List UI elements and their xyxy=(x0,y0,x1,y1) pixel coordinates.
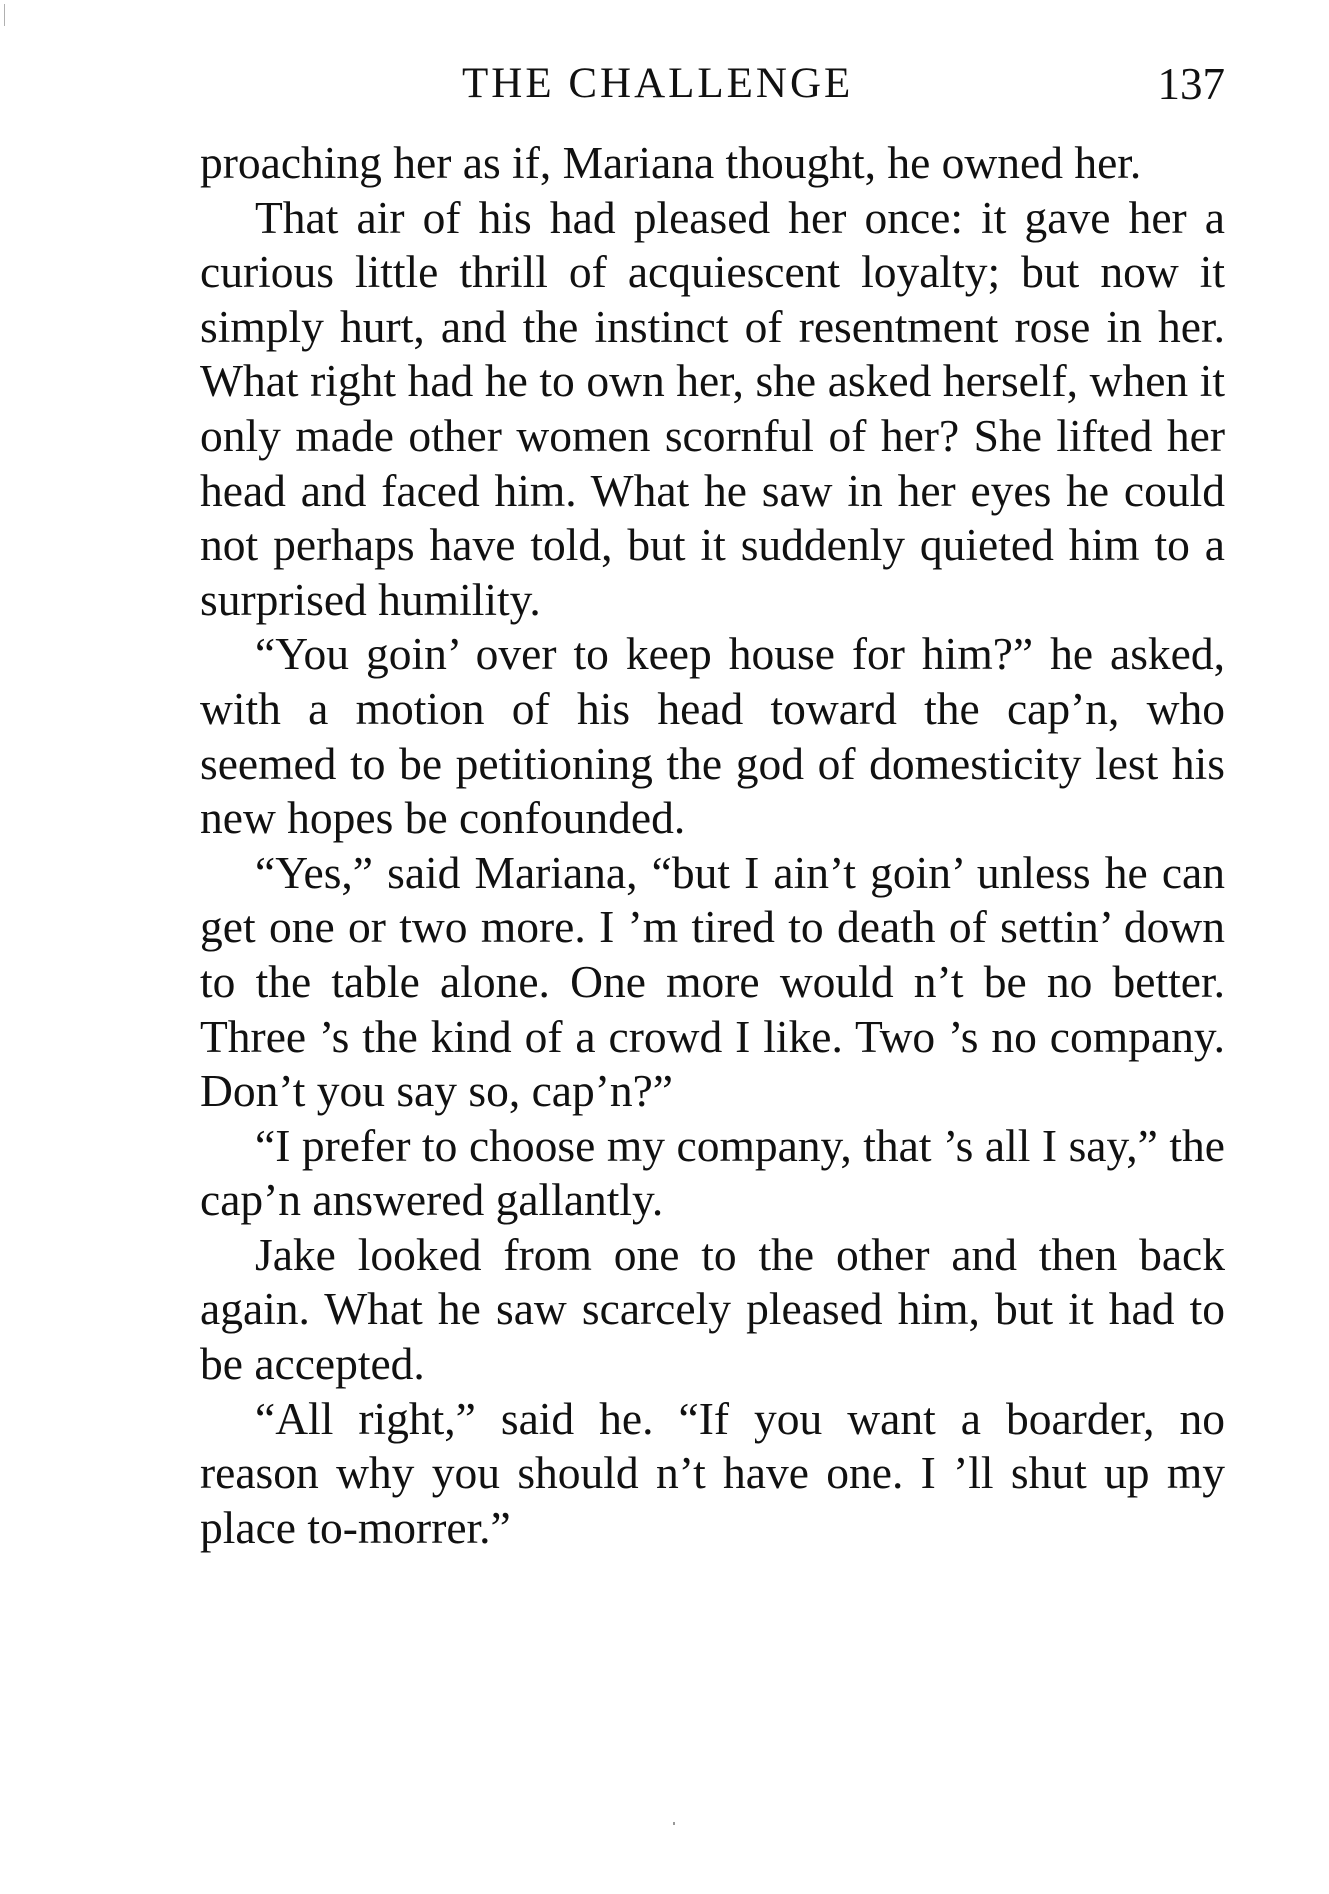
paragraph-5: “I prefer to choose my company, that ’s all I say,” the cap’n answered gallantly. xyxy=(200,1119,1225,1226)
page-number: 137 xyxy=(1157,59,1225,109)
paragraph-4: “Yes,” said Mariana, “but I ain’t goin’ unless he can get one or two more. I ’m tired to death of settin’ down to the table alone. One more would n’t be no better. Three ’s the kind of a crowd I like. Two ’s no company. Don’t you say so, cap’n?” xyxy=(200,846,1225,1117)
paragraph-3: “You goin’ over to keep house for him?” he asked, with a motion of his head toward the cap’n, who seemed to be petitioning the god of domesticity lest his new hopes be confounded. xyxy=(200,628,1225,844)
ink-speck xyxy=(673,1822,675,1825)
body-text xyxy=(200,136,1225,1555)
scan-edge-mark xyxy=(4,4,5,26)
running-head xyxy=(200,54,1225,114)
paragraph-1: proaching her as if, Mariana thought, he owned her. xyxy=(200,137,1142,188)
paragraph-2: That air of his had pleased her once: it gave her a curious little thrill of acquiescent loyalty; but now it simply hurt, and the instinct of resentment rose in her. What right had he to own her, she asked herself, when it only made other women scornful of her? She lifted her head and faced him. What he saw in her eyes he could not perhaps have told, but it suddenly quieted him to a surprised humility. xyxy=(200,191,1225,625)
paragraph-6: Jake looked from one to the other and then back again. What he saw scarcely pleased him, but it had to be accepted. xyxy=(200,1228,1225,1390)
paragraph-7: “All right,” said he. “If you want a boarder, no reason why you should n’t have one. I ’ll shut up my place to-morrer.” xyxy=(200,1392,1225,1553)
running-title: THE CHALLENGE xyxy=(462,60,854,107)
